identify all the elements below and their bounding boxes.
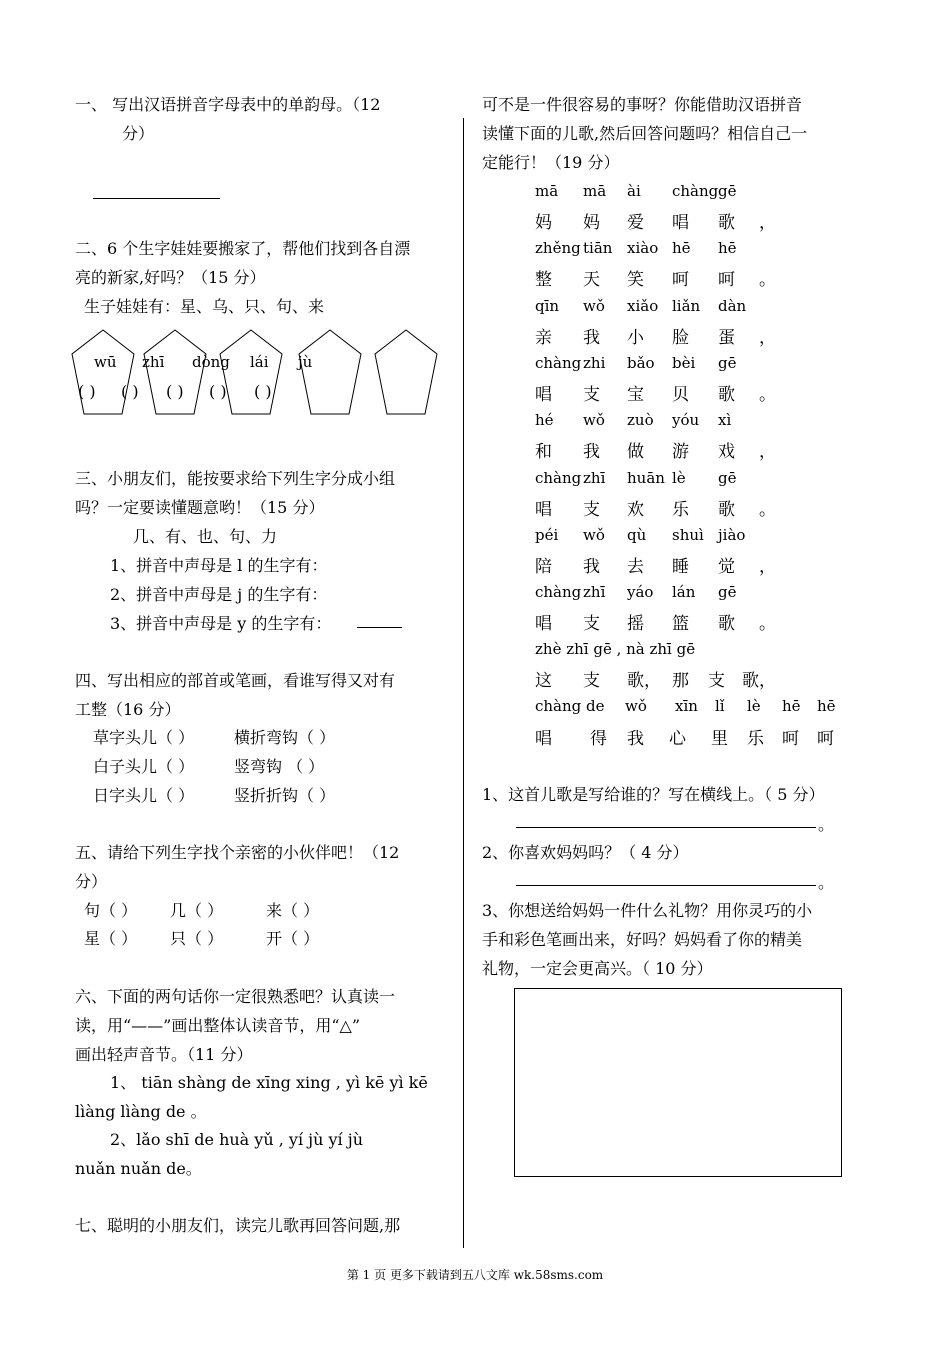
poem-char: 。 bbox=[759, 614, 776, 634]
poem-char: 支 bbox=[583, 385, 600, 405]
poem-pinyin-row bbox=[535, 411, 835, 433]
poem-syllable: chàng bbox=[535, 583, 582, 601]
poem-q3a: 3、你想送给妈妈一件什么礼物？用你灵巧的小 bbox=[482, 901, 813, 920]
poem-char: 整 bbox=[535, 270, 552, 290]
poem-pinyin-row bbox=[535, 239, 835, 261]
q3-item-2: 2、拼音中声母是 j 的生字有： bbox=[110, 585, 328, 604]
q6-line3: 画出轻声音节。（11 分） bbox=[75, 1045, 253, 1064]
q3-item-1: 1、拼音中声母是 l 的生字有： bbox=[110, 556, 328, 575]
poem-char: 唱 bbox=[672, 213, 689, 233]
poem-char: 。 bbox=[759, 270, 776, 290]
poem-syllable: bèi bbox=[672, 354, 696, 372]
poem-syllable: bǎo bbox=[627, 354, 655, 372]
poem-last-pinyin-1: zhè zhī gē , nà zhī gē bbox=[535, 640, 696, 658]
poem-syllable: lán bbox=[672, 583, 696, 601]
poem-char: 这 bbox=[535, 671, 552, 691]
poem-char: ， bbox=[759, 213, 776, 233]
poem-syllable: chàng bbox=[535, 469, 582, 487]
poem-hanzi-row bbox=[535, 265, 835, 289]
poem-q2-period: 。 bbox=[818, 873, 835, 892]
poem-char: 支 bbox=[583, 500, 600, 520]
q1-answer-line[interactable] bbox=[93, 198, 220, 199]
pinyin-lai: lái bbox=[250, 353, 269, 371]
pentagon-2 bbox=[144, 330, 206, 414]
q4-row1-right: 横折弯钩（ ） bbox=[234, 728, 336, 747]
poem-hanzi-row bbox=[535, 552, 835, 576]
poem-char: 蛋 bbox=[718, 328, 735, 348]
q4-line2: 工整（16 分） bbox=[75, 700, 181, 719]
q4-row2-right: 竖弯钩 （ ） bbox=[234, 757, 325, 776]
poem-char: 去 bbox=[627, 557, 644, 577]
poem-char: 我 bbox=[627, 729, 644, 749]
poem-last-pinyin-2 bbox=[535, 697, 855, 719]
pentagon-4 bbox=[299, 330, 361, 414]
poem-char: 乐 bbox=[747, 729, 764, 749]
poem-char: 那 bbox=[672, 671, 689, 691]
drawing-box[interactable] bbox=[514, 988, 842, 1177]
poem-char: 宝 bbox=[627, 385, 644, 405]
poem-char: 天 bbox=[583, 270, 600, 290]
poem-char: 歌， bbox=[742, 671, 776, 691]
poem-syllable: zuò bbox=[627, 411, 654, 429]
pentagon-houses bbox=[70, 328, 450, 420]
poem-hanzi-row bbox=[535, 208, 835, 232]
poem-syllable: zhī bbox=[583, 469, 606, 487]
poem-char: 乐 bbox=[672, 500, 689, 520]
poem-char: ， bbox=[759, 328, 776, 348]
poem-syllable: yóu bbox=[672, 411, 700, 429]
poem-pinyin-row bbox=[535, 182, 835, 204]
poem-char: 歌， bbox=[627, 671, 661, 691]
poem-syllable: gē bbox=[718, 469, 737, 487]
q6-line1: 六、下面的两句话你一定很熟悉吧？认真读一 bbox=[75, 987, 396, 1006]
poem-char: 摇 bbox=[627, 614, 644, 634]
poem-pinyin-row bbox=[535, 354, 835, 376]
poem-syllable: wǒ bbox=[583, 526, 605, 544]
poem-syllable: mā bbox=[535, 182, 559, 200]
poem-char: ， bbox=[759, 557, 776, 577]
poem-char: 戏 bbox=[718, 442, 735, 462]
poem-last-hanzi-1 bbox=[535, 666, 855, 690]
poem-syllable: tiān bbox=[583, 239, 613, 257]
q4-row3-left: 日字头儿（ ） bbox=[93, 786, 195, 805]
poem-pinyin-row bbox=[535, 526, 835, 548]
poem-char: 游 bbox=[672, 442, 689, 462]
poem-syllable: ài bbox=[627, 182, 641, 200]
poem-char: 唱 bbox=[535, 500, 552, 520]
q3-chars: 几、有、也、句、力 bbox=[133, 527, 278, 546]
poem-syllable: hē bbox=[817, 697, 836, 715]
poem-char: 陪 bbox=[535, 557, 552, 577]
poem-char: 做 bbox=[627, 442, 644, 462]
q2-line2: 亮的新家,好吗？（15 分） bbox=[75, 268, 266, 287]
poem-syllable: zhī bbox=[583, 583, 606, 601]
poem-syllable: gē bbox=[718, 583, 737, 601]
poem-char: 欢 bbox=[627, 500, 644, 520]
poem-pinyin-row bbox=[535, 583, 835, 605]
q3-line1: 三、小朋友们，能按要求给下列生字分成小组 bbox=[75, 469, 396, 488]
poem-pinyin-row bbox=[535, 297, 835, 319]
poem-q2: 2、你喜欢妈妈吗？（ 4 分） bbox=[482, 843, 689, 862]
poem-syllable: gē bbox=[718, 354, 737, 372]
q3-answer-line[interactable] bbox=[357, 627, 402, 628]
q6-sentence2a: 2、lǎo shī de huà yǔ , yí jù yí jù bbox=[110, 1130, 364, 1149]
poem-char: 我 bbox=[583, 328, 600, 348]
poem-q3b: 手和彩色笔画出来，好吗？妈妈看了你的精美 bbox=[482, 930, 803, 949]
q4-line1: 四、写出相应的部首或笔画，看谁写得又对有 bbox=[75, 671, 396, 690]
poem-char: 得 bbox=[590, 729, 607, 749]
q5-r2c3: 开（ ） bbox=[266, 929, 320, 948]
poem-syllable: jiào bbox=[718, 526, 746, 544]
poem-hanzi-row bbox=[535, 609, 835, 633]
poem-syllable: péi bbox=[535, 526, 559, 544]
blank-1[interactable]: ( ) bbox=[78, 382, 96, 401]
pentagon-1 bbox=[72, 330, 134, 414]
poem-char: 唱 bbox=[535, 729, 552, 749]
q6-line2: 读，用“——”画出整体认读音节，用“△” bbox=[75, 1016, 361, 1035]
poem-char: 妈 bbox=[583, 213, 600, 233]
poem-syllable: qīn bbox=[535, 297, 560, 315]
pinyin-wu: wū bbox=[94, 353, 117, 371]
poem-syllable: hē bbox=[718, 239, 737, 257]
q5-r1c3: 来（ ） bbox=[266, 901, 320, 920]
poem-char: 。 bbox=[759, 500, 776, 520]
poem-char: 歌 bbox=[718, 500, 735, 520]
blank-3[interactable]: ( ) bbox=[166, 382, 184, 401]
poem-syllable: gē bbox=[718, 182, 737, 200]
poem-syllable: hé bbox=[535, 411, 554, 429]
pentagon-5 bbox=[375, 330, 437, 414]
poem-char: 歌 bbox=[718, 385, 735, 405]
poem-hanzi-row bbox=[535, 323, 835, 347]
q5-r2c2: 只（ ） bbox=[170, 929, 224, 948]
poem-last-hanzi-2 bbox=[535, 724, 855, 748]
q6-sentence1b: lìàng lìàng de 。 bbox=[75, 1102, 207, 1121]
poem-char: 篮 bbox=[672, 614, 689, 634]
poem-syllable: shuì bbox=[672, 526, 704, 544]
poem-pinyin-row bbox=[535, 469, 835, 491]
poem-char: 里 bbox=[711, 729, 728, 749]
q1-title: 一、 写出汉语拼音字母表中的单韵母。（12 bbox=[75, 95, 381, 114]
poem-q2-answer-line[interactable] bbox=[516, 885, 816, 886]
poem-syllable: lǐ bbox=[715, 697, 725, 715]
q3-item-3: 3、拼音中声母是 y 的生字有： bbox=[110, 614, 332, 633]
poem-q3c: 礼物，一定会更高兴。（ 10 分） bbox=[482, 959, 713, 978]
poem-syllable: xiào bbox=[627, 239, 659, 257]
pinyin-zhi: zhī bbox=[142, 353, 165, 371]
q6-sentence1a: 1、 tiān shàng de xīng xing , yì kē yì kē bbox=[110, 1073, 428, 1092]
q1-title-cont: 分） bbox=[122, 124, 155, 143]
q7-r2: 读懂下面的儿歌,然后回答问题吗？相信自己一 bbox=[482, 124, 808, 143]
poem-char: 心 bbox=[669, 729, 686, 749]
q7-r3: 定能行！（19 分） bbox=[482, 153, 620, 172]
blank-2[interactable]: ( ) bbox=[121, 382, 139, 401]
poem-syllable: dàn bbox=[718, 297, 747, 315]
q6-sentence2b: nuǎn nuǎn de。 bbox=[75, 1159, 202, 1178]
q4-row3-right: 竖折折钩（ ） bbox=[234, 786, 336, 805]
poem-char: 和 bbox=[535, 442, 552, 462]
poem-char: 爱 bbox=[627, 213, 644, 233]
poem-syllable: liǎn bbox=[672, 297, 701, 315]
blank-4[interactable]: ( ) bbox=[209, 382, 227, 401]
poem-char: 小 bbox=[627, 328, 644, 348]
poem-syllable: huān bbox=[627, 469, 665, 487]
q5-r2c1: 星（ ） bbox=[84, 929, 138, 948]
poem-syllable: zhěng bbox=[535, 239, 581, 257]
poem-syllable: wǒ bbox=[583, 411, 605, 429]
q3-line2: 吗？一定要读懂题意哟！（15 分） bbox=[75, 498, 325, 517]
poem-syllable: mā bbox=[583, 182, 607, 200]
pinyin-dong: dòng bbox=[192, 353, 230, 371]
poem-char: 觉 bbox=[718, 557, 735, 577]
poem-char: 呵 bbox=[817, 729, 834, 749]
poem-q1-answer-line[interactable] bbox=[516, 827, 816, 828]
poem-char: 睡 bbox=[672, 557, 689, 577]
poem-hanzi-row bbox=[535, 437, 835, 461]
poem-syllable: chàng bbox=[535, 354, 582, 372]
q5-line2: 分） bbox=[75, 872, 108, 891]
poem-syllable: xì bbox=[718, 411, 732, 429]
poem-syllable: lè bbox=[672, 469, 686, 487]
poem-syllable: wǒ bbox=[583, 297, 605, 315]
poem-char: 支 bbox=[708, 671, 725, 691]
pinyin-ju: jù bbox=[298, 353, 313, 371]
poem-char: 呵 bbox=[782, 729, 799, 749]
poem-hanzi-row bbox=[535, 380, 835, 404]
page-footer: 第 1 页 更多下载请到五八文库 wk.58sms.com bbox=[346, 1268, 604, 1282]
poem-char: 唱 bbox=[535, 385, 552, 405]
poem-char: 歌 bbox=[718, 213, 735, 233]
poem-char: 贝 bbox=[672, 385, 689, 405]
blank-5[interactable]: ( ) bbox=[254, 382, 272, 401]
poem-syllable: wǒ bbox=[625, 697, 647, 715]
poem-syllable: zhi bbox=[583, 354, 606, 372]
poem-syllable: hē bbox=[672, 239, 691, 257]
poem-char: 脸 bbox=[672, 328, 689, 348]
poem-char: 呵 bbox=[672, 270, 689, 290]
poem-q1: 1、这首儿歌是写给谁的？写在横线上。（ 5 分） bbox=[482, 785, 825, 804]
poem-q1-period: 。 bbox=[818, 815, 835, 834]
q2-chars: 生子娃娃有：星、乌、只、句、来 bbox=[84, 297, 325, 316]
poem-char: 支 bbox=[583, 671, 600, 691]
poem-hanzi-row bbox=[535, 495, 835, 519]
poem-syllable: chàng bbox=[672, 182, 719, 200]
column-divider bbox=[463, 118, 464, 1248]
poem-syllable: yáo bbox=[627, 583, 654, 601]
q7-line1: 七、聪明的小朋友们，读完儿歌再回答问题,那 bbox=[75, 1216, 401, 1235]
poem-char: 我 bbox=[583, 442, 600, 462]
poem-char: 呵 bbox=[718, 270, 735, 290]
poem-char: 。 bbox=[759, 385, 776, 405]
poem-char: 歌 bbox=[718, 614, 735, 634]
poem-char: 妈 bbox=[535, 213, 552, 233]
q4-row2-left: 白子头儿（ ） bbox=[93, 757, 195, 776]
q5-line1: 五、请给下列生字找个亲密的小伙伴吧！（12 bbox=[75, 843, 400, 862]
q7-r1: 可不是一件很容易的事呀？你能借助汉语拼音 bbox=[482, 95, 803, 114]
poem-char: 笑 bbox=[627, 270, 644, 290]
poem-syllable: xīn bbox=[675, 697, 698, 715]
poem-char: 唱 bbox=[535, 614, 552, 634]
q4-row1-left: 草字头儿（ ） bbox=[93, 728, 195, 747]
poem-char: ， bbox=[759, 442, 776, 462]
poem-syllable: lè bbox=[747, 697, 761, 715]
poem-syllable: hē bbox=[782, 697, 801, 715]
pentagon-3 bbox=[220, 330, 282, 414]
q5-r1c1: 句（ ） bbox=[84, 901, 138, 920]
poem-syllable: qù bbox=[627, 526, 647, 544]
poem-char: 支 bbox=[583, 614, 600, 634]
poem-syllable: xiǎo bbox=[627, 297, 659, 315]
poem-syllable: chàng de bbox=[535, 697, 605, 715]
q2-line1: 二、6 个生字娃娃要搬家了，帮他们找到各自漂 bbox=[75, 239, 411, 258]
poem-char: 亲 bbox=[535, 328, 552, 348]
poem-char: 我 bbox=[583, 557, 600, 577]
q5-r1c2: 几（ ） bbox=[170, 901, 224, 920]
